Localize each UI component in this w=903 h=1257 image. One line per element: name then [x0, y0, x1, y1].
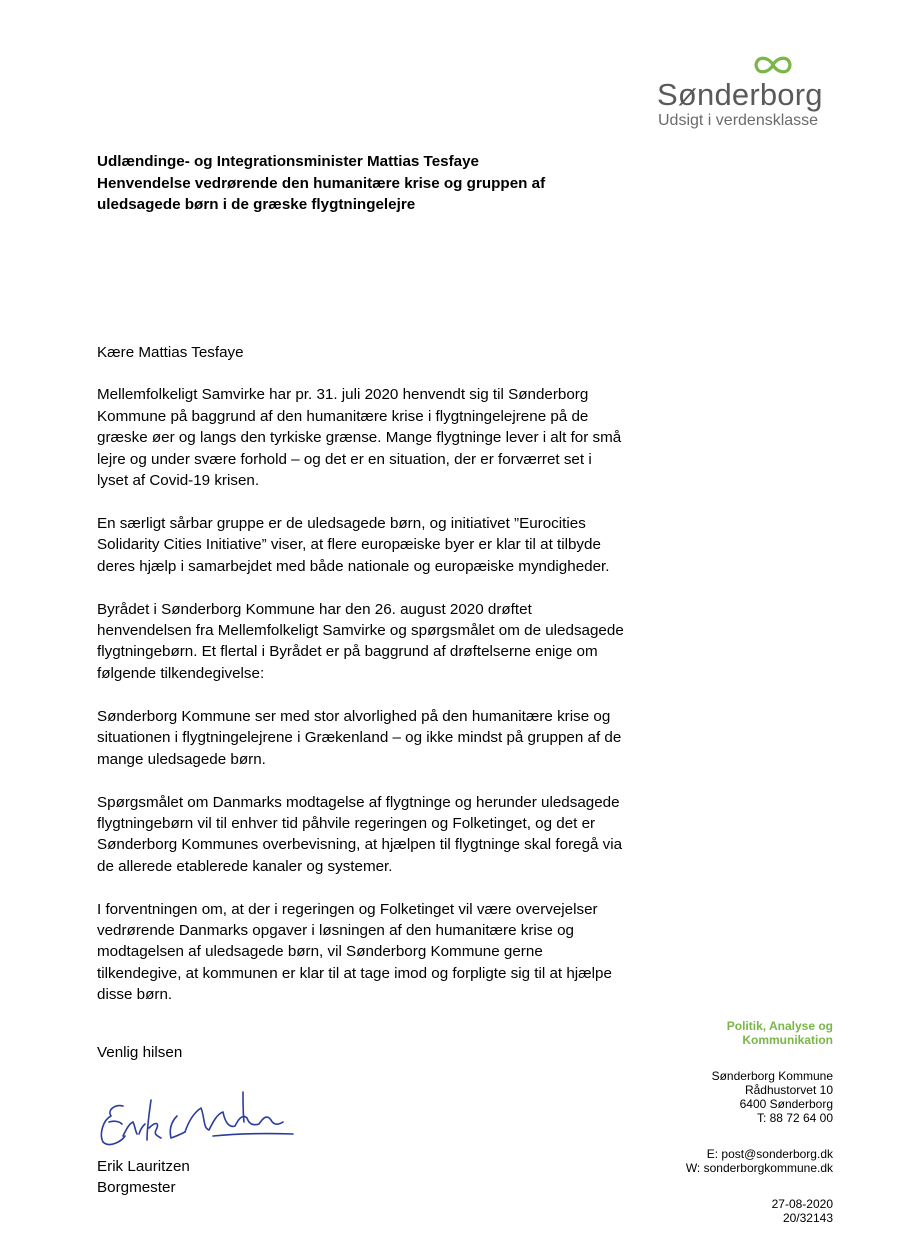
paragraph-line: I forventningen om, at der i regeringen og Folketinget vil være overvejelser	[97, 900, 598, 918]
date-reference	[603, 1197, 833, 1225]
paragraph-line: Sønderborg Kommune ser med stor alvorlighed på den humanitære krise og	[97, 707, 611, 725]
paragraph-line: græske øer og langs den tyrkiske grænse. Mange flygtninge lever i alt for små	[97, 429, 622, 447]
contact	[603, 1147, 833, 1175]
paragraph-line: tilkendegive, at kommunen er klar til at tage imod og forpligte sig til at hjælpe	[97, 964, 612, 982]
department-line: Kommunikation	[742, 1033, 833, 1047]
closing: Venlig hilsen	[97, 1044, 183, 1061]
address-line: Rådhustorvet 10	[744, 1083, 833, 1097]
paragraph-line: Mellemfolkeligt Samvirke har pr. 31. juli 2020 henvendt sig til Sønderborg	[97, 386, 589, 404]
paragraph-line: situationen i flygtningelejrene i Grækenland – og ikke mindst på gruppen af de	[97, 729, 622, 747]
paragraph-line: flygtningebørn. Et flertal i Byrådet er på baggrund af drøftelserne enige om	[97, 643, 598, 661]
infinity-logo-icon	[753, 54, 793, 76]
department	[603, 1019, 833, 1047]
department-line: Politik, Analyse og	[726, 1019, 833, 1033]
logo-name: Sønderborg	[657, 77, 823, 112]
heading-line: Udlændinge- og Integrationsminister Mattias Tesfaye	[97, 153, 479, 170]
paragraph-line: Spørgsmålet om Danmarks modtagelse af flygtninge og herunder uledsagede	[97, 793, 620, 811]
paragraph	[97, 513, 657, 577]
letter-body	[97, 342, 657, 1027]
address-line: Sønderborg Kommune	[711, 1069, 833, 1083]
paragraph-line: Kommune på baggrund af den humanitære krise i flygtningelejrene på de	[97, 407, 589, 425]
paragraph-line: de allerede etablerede kanaler og systemer.	[97, 857, 393, 875]
phone: T: 88 72 64 00	[756, 1111, 833, 1125]
paragraph-line: flygtningebørn vil til enhver tid påhvile regeringen og Folketinget, og det er	[97, 814, 596, 832]
paragraph	[97, 599, 657, 685]
paragraph-line: Solidarity Cities Initiative” viser, at flere europæiske byer er klar til at tilbyde	[97, 536, 601, 554]
letter-heading	[97, 151, 617, 216]
paragraph	[97, 706, 657, 770]
handwritten-signature	[93, 1078, 303, 1156]
signer-block	[97, 1156, 190, 1198]
signer-name: Erik Lauritzen	[97, 1158, 190, 1175]
sender-info	[603, 1019, 833, 1225]
letter-date: 27-08-2020	[771, 1197, 833, 1211]
website: W: sonderborgkommune.dk	[685, 1161, 833, 1175]
paragraph-line: modtagelsen af uledsagede børn, vil Sønderborg Kommune gerne	[97, 943, 543, 961]
heading-line: uledsagede børn i de græske flygtningelejre	[97, 196, 416, 213]
paragraph-line: lyset af Covid-19 krisen.	[97, 472, 260, 490]
heading-line: Henvendelse vedrørende den humanitære krise og gruppen af	[97, 174, 546, 192]
case-reference: 20/32143	[782, 1211, 833, 1225]
address	[603, 1069, 833, 1125]
paragraph-line: disse børn.	[97, 986, 173, 1004]
paragraph-line: deres hjælp i samarbejdet med både nationale og europæiske myndigheder.	[97, 557, 610, 575]
paragraph	[97, 899, 657, 1006]
paragraph-line: vedrørende Danmarks opgaver i løsningen af den humanitære krise og	[97, 922, 574, 940]
address-line: 6400 Sønderborg	[739, 1097, 833, 1111]
paragraph	[97, 384, 657, 491]
email: E: post@sonderborg.dk	[706, 1147, 833, 1161]
paragraph	[97, 792, 657, 878]
paragraph-line: henvendelsen fra Mellemfolkeligt Samvirke og spørgsmålet om de uledsagede	[97, 622, 624, 640]
paragraph-line: Sønderborg Kommunes overbevisning, at hjælpen til flygtninge skal foregå via	[97, 836, 623, 854]
signer-title: Borgmester	[97, 1179, 176, 1196]
paragraph-line: følgende tilkendegivelse:	[97, 664, 265, 682]
paragraph-line: lejre og under svære forhold – og det er en situation, der er forværret set i	[97, 450, 592, 468]
logo	[655, 50, 840, 130]
paragraph-line: Byrådet i Sønderborg Kommune har den 26. august 2020 drøftet	[97, 600, 532, 618]
paragraph-line: En særligt sårbar gruppe er de uledsagede børn, og initiativet ”Eurocities	[97, 514, 586, 532]
salutation: Kære Mattias Tesfaye	[97, 344, 244, 361]
paragraph-line: mange uledsagede børn.	[97, 750, 266, 768]
logo-tagline: Udsigt i verdensklasse	[658, 112, 819, 129]
